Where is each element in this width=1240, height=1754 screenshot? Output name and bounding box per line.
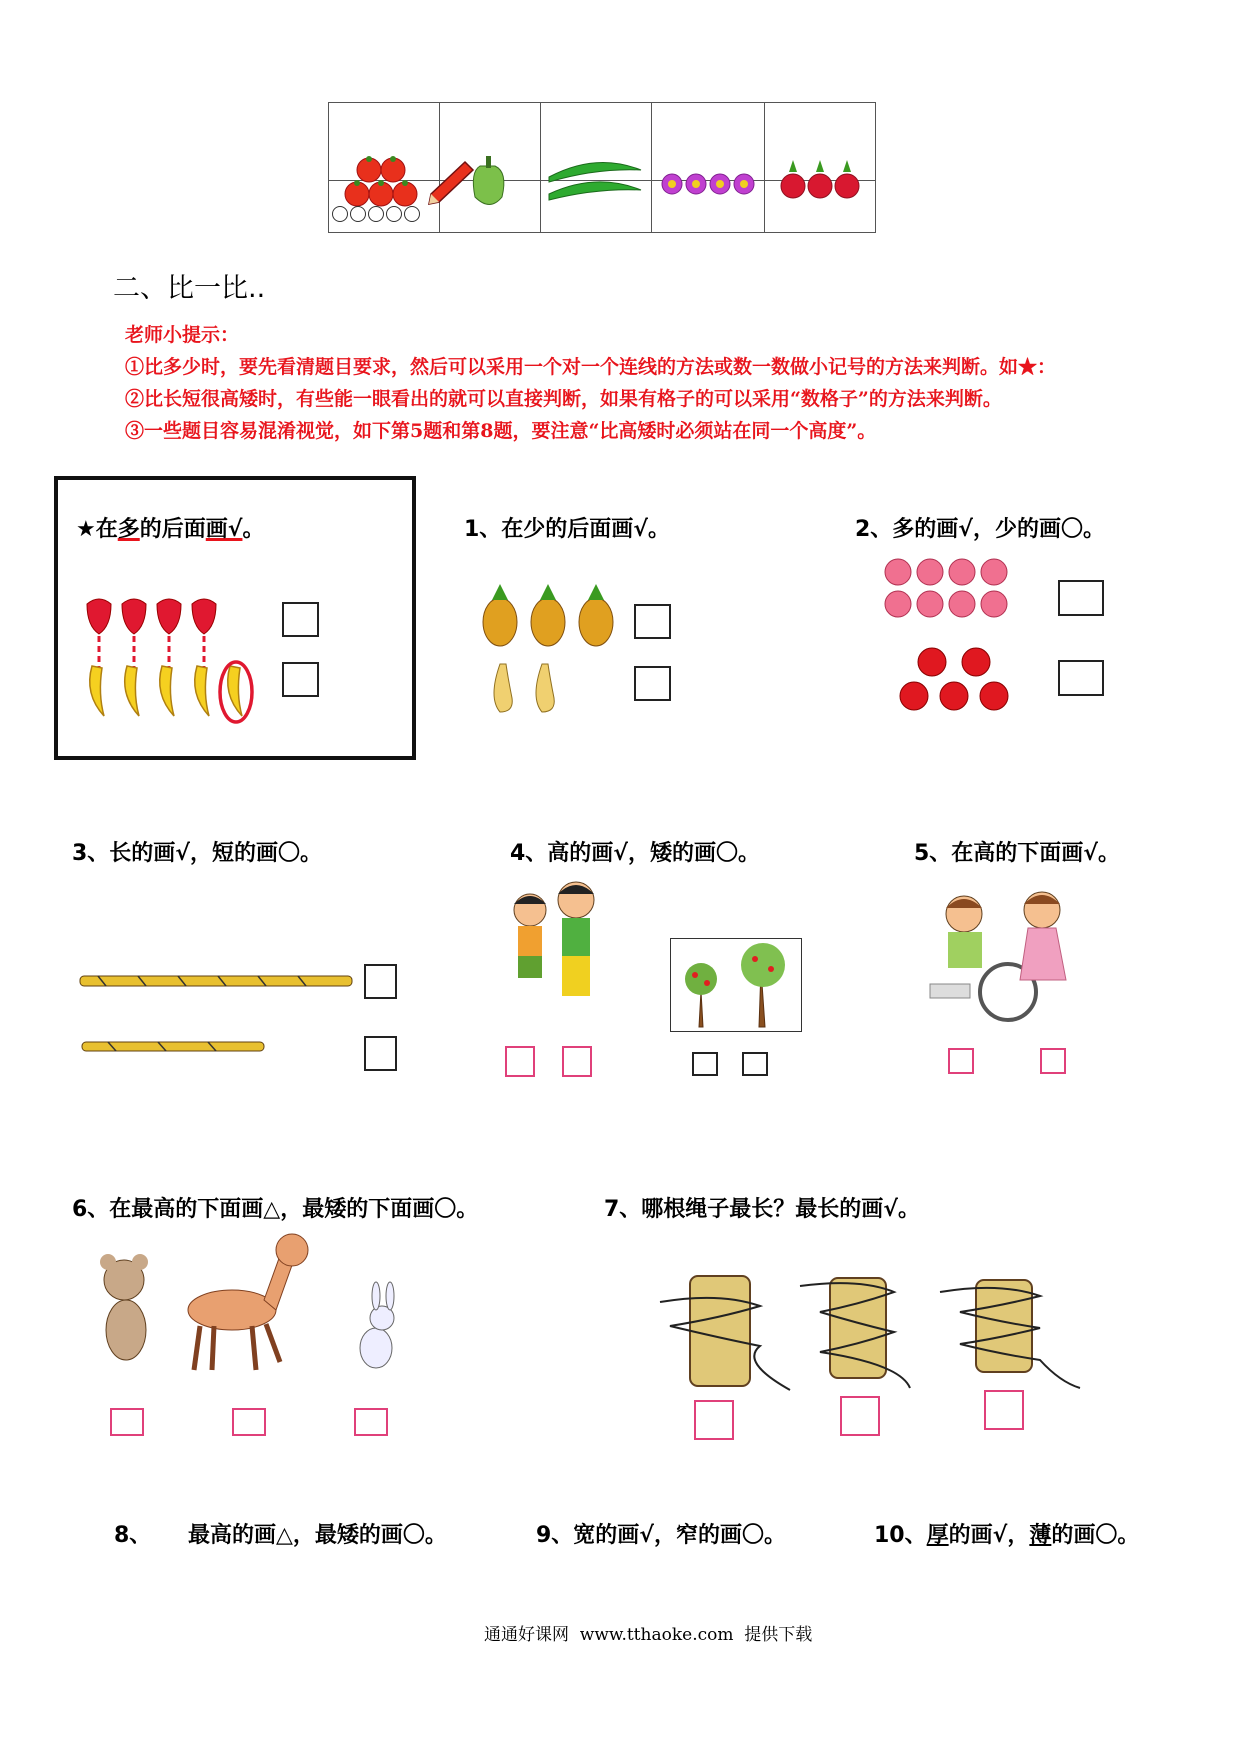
- tip-line-1: ①比多少时，要先看清题目要求，然后可以采用一个对一个连线的方法或数一数做小记号的方法来判断。如★：: [125, 356, 1057, 378]
- q5-answer-box-1[interactable]: [948, 1048, 974, 1074]
- trees-illustration: [671, 939, 801, 1031]
- q1-answer-box-2[interactable]: [634, 666, 671, 701]
- peach-apple-illustration: [884, 554, 1034, 714]
- q4-label: 4、高的画√，矮的画〇。: [510, 841, 760, 866]
- q1-label: 1、在少的后面画√。: [464, 517, 670, 542]
- trees-frame: [670, 938, 802, 1032]
- tip-line-2: ②比长短很高矮时，有些能一眼看出的就可以直接判断，如果有格子的可以采用“数格子”的方法来判断。: [125, 388, 1002, 410]
- animals-illustration: [84, 1230, 424, 1380]
- tip-line-3: ③一些题目容易混淆视觉，如下第5题和第8题，要注意“比高矮时必须站在同一个高度”。: [125, 420, 877, 442]
- q6-answer-box-3[interactable]: [354, 1408, 388, 1436]
- q6-answer-box-2[interactable]: [232, 1408, 266, 1436]
- cucumber-cell: [541, 103, 652, 181]
- q6-answer-box-1[interactable]: [110, 1408, 144, 1436]
- pencil-icon: [425, 158, 475, 208]
- q4-answer-box-1[interactable]: [505, 1046, 535, 1077]
- section-title: 二、比一比..: [113, 273, 266, 304]
- fruit-count-table: [328, 102, 876, 233]
- boys-illustration: [500, 880, 610, 1020]
- radishes-icon: [765, 142, 875, 220]
- answer-cell-1[interactable]: [329, 181, 440, 233]
- q8-label: 最高的画△，最矮的画〇。: [188, 1523, 447, 1548]
- ropes-illustration: [78, 972, 358, 1062]
- wheelchair-illustration: [920, 880, 1090, 1030]
- tips-heading: 老师小提示：: [125, 324, 240, 346]
- q3-label: 3、长的画√，短的画〇。: [72, 841, 322, 866]
- strawberry-banana-illustration: [84, 594, 254, 724]
- q4-answer-box-3[interactable]: [692, 1052, 718, 1076]
- q1-answer-box-1[interactable]: [634, 604, 671, 639]
- example-instruction: ★在多的后面画√。: [76, 517, 265, 542]
- q7-label: 7、哪根绳子最长？最长的画√。: [604, 1197, 920, 1222]
- flowers-cell: [652, 103, 765, 181]
- flowers-icon: [652, 142, 764, 220]
- q3-answer-box-2[interactable]: [364, 1036, 397, 1071]
- example-answer-box-1[interactable]: [282, 602, 319, 637]
- q5-label: 5、在高的下面画√。: [914, 841, 1120, 866]
- q7-answer-box-1[interactable]: [694, 1400, 734, 1440]
- pineapple-pear-illustration: [480, 588, 630, 718]
- q7-answer-box-2[interactable]: [840, 1396, 880, 1436]
- q2-label: 2、多的画√，少的画〇。: [855, 517, 1105, 542]
- q8-number: 8、: [114, 1523, 152, 1548]
- q2-answer-box-2[interactable]: [1058, 660, 1104, 696]
- q10-label: 10、厚的画√，薄的画〇。: [874, 1523, 1140, 1548]
- q4-answer-box-2[interactable]: [562, 1046, 592, 1077]
- footer-text: 通通好课网 www.tthaoke.com 提供下载: [484, 1625, 813, 1645]
- q3-answer-box-1[interactable]: [364, 964, 397, 999]
- cucumber-icon: [541, 142, 651, 220]
- q2-answer-box-1[interactable]: [1058, 580, 1104, 616]
- circle-marks: [329, 206, 439, 232]
- q6-label: 6、在最高的下面画△，最矮的下面画〇。: [72, 1197, 479, 1222]
- q5-answer-box-2[interactable]: [1040, 1048, 1066, 1074]
- example-answer-box-2[interactable]: [282, 662, 319, 697]
- tomatoes-cell: [329, 103, 440, 181]
- radishes-cell: [765, 103, 876, 181]
- q9-label: 9、宽的画√，窄的画〇。: [536, 1523, 786, 1548]
- q4-answer-box-4[interactable]: [742, 1052, 768, 1076]
- q7-answer-box-3[interactable]: [984, 1390, 1024, 1430]
